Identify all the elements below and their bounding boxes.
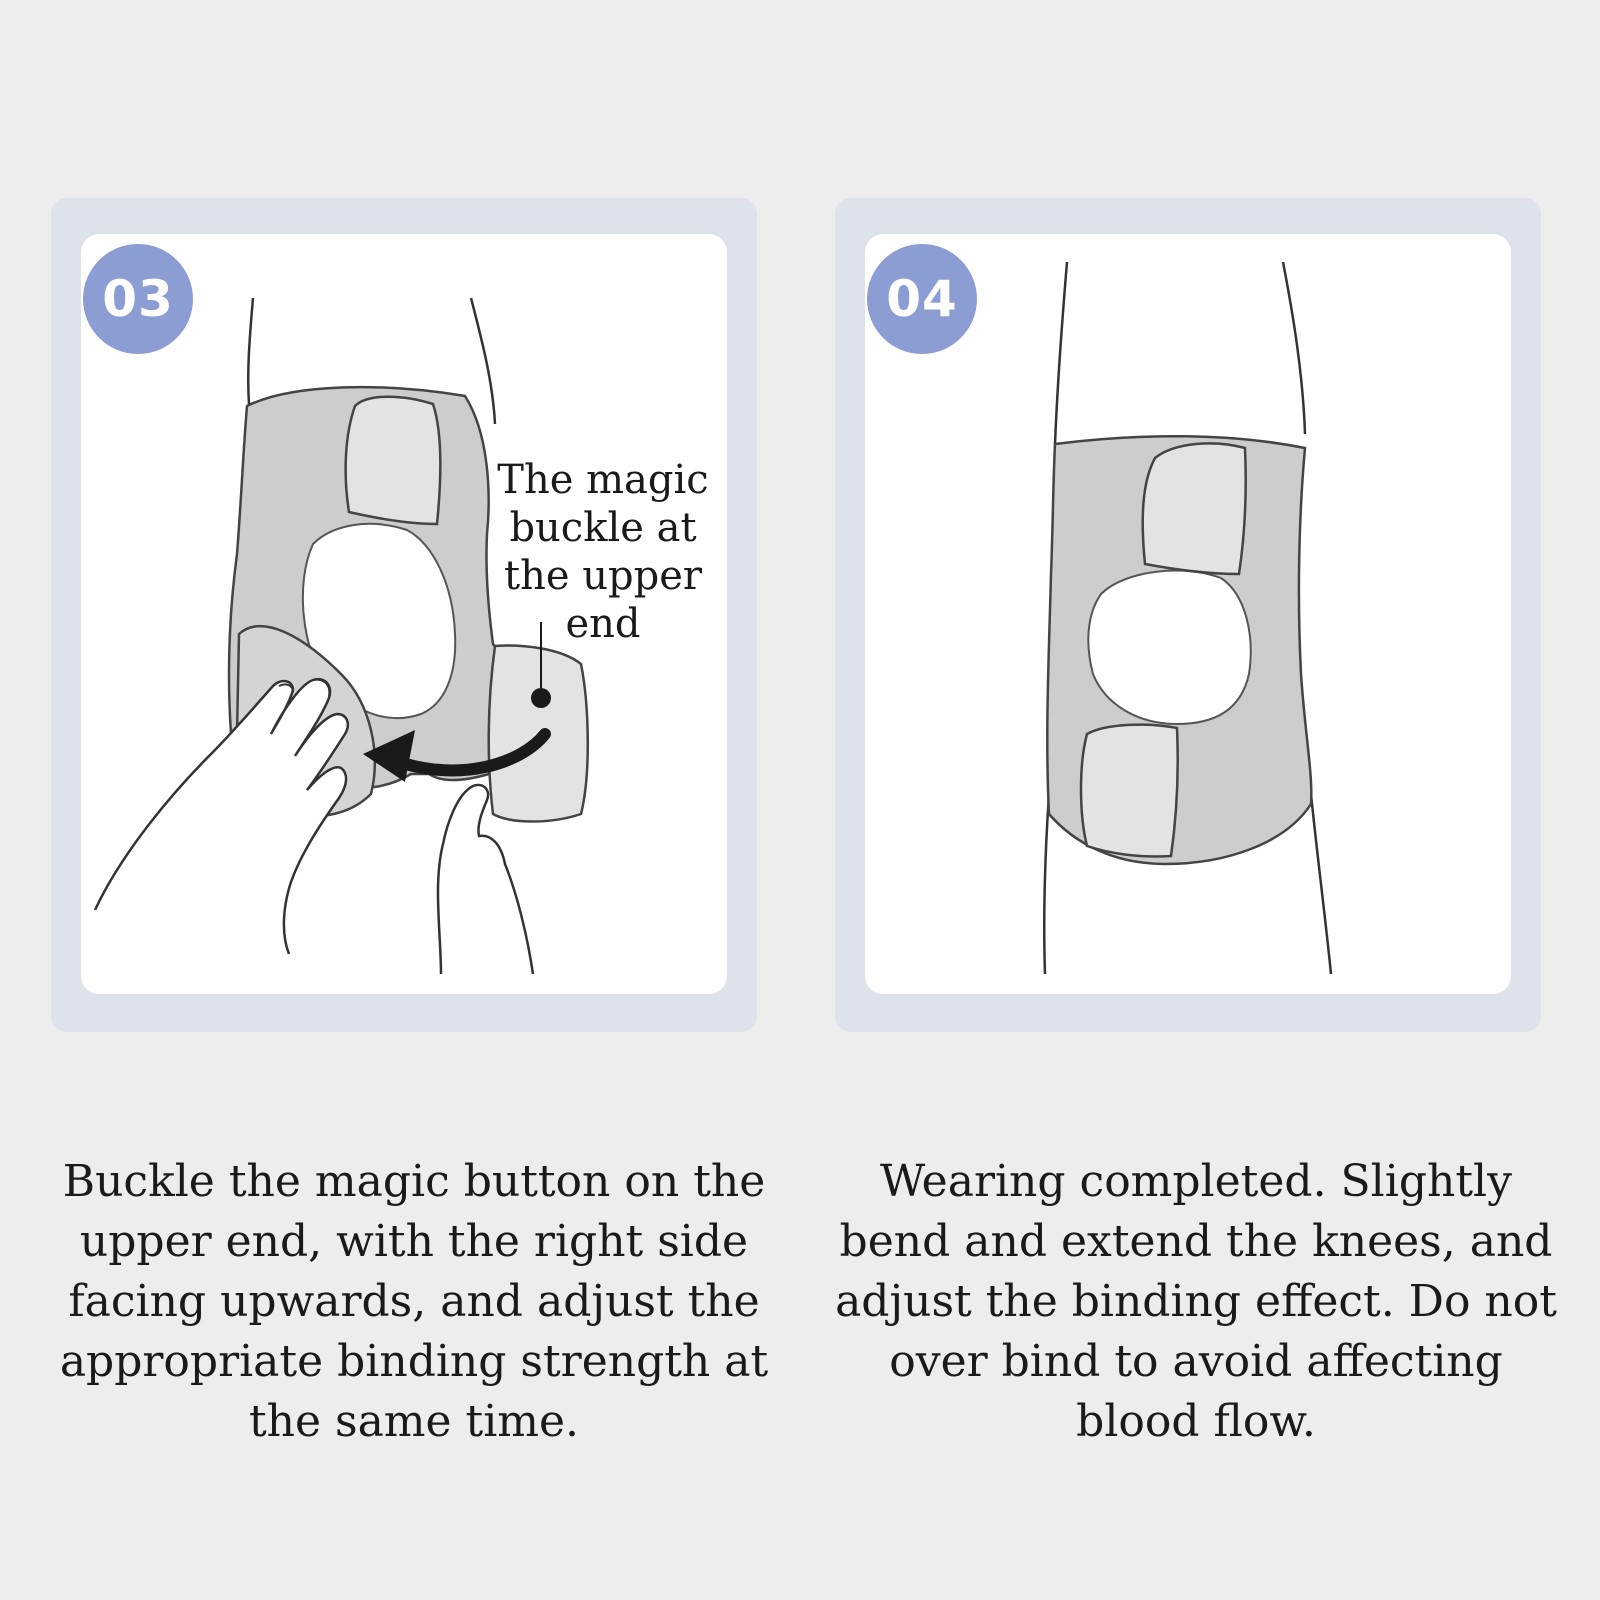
magic-buckle-callout: The magic buckle at the upper end <box>497 457 709 647</box>
step-03-panel <box>51 198 757 1032</box>
step-number-badge: 03 <box>83 244 193 354</box>
step-number-badge: 04 <box>867 244 977 354</box>
step-04-illustration-frame <box>865 234 1511 994</box>
knee-brace-worn-illustration <box>865 234 1511 994</box>
step-03-illustration-frame <box>81 234 727 994</box>
step-03-caption: Buckle the magic button on the upper end, with the right side facing upwards, and adjust the appropriate binding strength at the same time. <box>59 1156 769 1447</box>
step-04-caption: Wearing completed. Slightly bend and extend the knees, and adjust the binding effect. Do not over bind to avoid affecting blood flow. <box>835 1156 1557 1447</box>
step-04-panel <box>835 198 1541 1032</box>
